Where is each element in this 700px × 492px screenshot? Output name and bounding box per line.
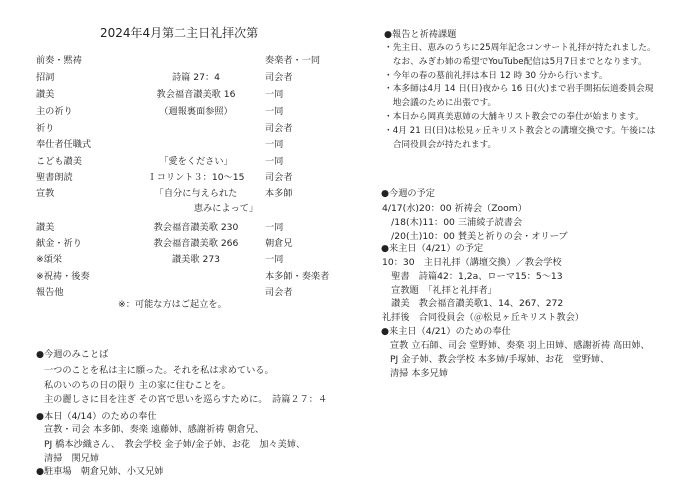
order-item: 招詞	[36, 72, 55, 83]
next-service-line: 清掃 本多兄姉	[390, 367, 449, 379]
report-line: 地会議のために出張です。	[384, 98, 497, 109]
order-leader: 一同	[265, 254, 284, 265]
order-item: 主の祈り	[36, 106, 73, 117]
order-leader: 司会者	[265, 123, 293, 134]
order-row	[36, 120, 346, 134]
order-row	[36, 103, 346, 117]
next-service-line: PJ 金子姉、教会学校 本多姉/手塚姉、お花 堂野姉、	[390, 353, 610, 365]
next-line: 宣教題 「礼拝と礼拝者」	[382, 284, 497, 296]
report-line: ・本多師は4月 14 日(日)夜から 16 日(火)まで岩手開拓伝道委員会現	[384, 84, 654, 95]
weekly-word-heading: ●今週のみことば	[36, 349, 109, 360]
order-item: 宣教	[36, 188, 55, 199]
order-leader: 司会者	[265, 72, 293, 83]
next-line: 讃美 教会福音讃美歌1、14、267、272	[382, 298, 564, 310]
report-line: ・本日から岡真美恵姉の大舗キリスト教会での奉仕が始まります。	[384, 111, 644, 122]
order-row	[36, 268, 346, 282]
next-line: 聖書 詩篇42：1,2a、ローマ15：5～13	[382, 270, 563, 282]
order-leader: 本多師	[265, 188, 293, 199]
order-item: 讃美	[36, 89, 55, 100]
order-item: ※頌栄	[36, 254, 63, 265]
order-detail: Ｉコリント３：10～15	[147, 172, 245, 183]
order-detail: 教会福音讃美歌 16	[156, 89, 236, 100]
schedule-line: /18(木)11：00 三浦綾子読書会	[382, 216, 523, 228]
bulletin-title: 2024年4月第二主日礼拝次第	[100, 26, 259, 40]
word-line: 私のいのちの日の限り 主の家に住むことを。	[44, 379, 231, 391]
order-row	[36, 185, 346, 199]
order-row	[36, 153, 346, 167]
order-detail: 讃美歌 273	[171, 254, 221, 265]
order-leader: 一同	[265, 106, 284, 117]
schedule-line: 4/17(水)20：00 祈祷会（Zoom）	[382, 203, 527, 214]
order-detail: 教会福音讃美歌 266	[153, 238, 239, 249]
next-service-line: 宣教 立石師、司会 堂野姉、奏楽 羽上田姉、感謝祈祷 高田姉、	[390, 340, 650, 351]
service-line: 清掃 関兄姉	[44, 453, 100, 465]
order-item: 報告他	[36, 287, 64, 298]
order-item: 祈り	[36, 123, 55, 134]
weekly-word-text	[44, 362, 327, 406]
order-row	[36, 136, 346, 150]
order-item: 讃美	[36, 222, 55, 233]
order-row	[36, 52, 346, 66]
order-item: 聖書朗読	[36, 172, 73, 183]
reports-heading: ●報告と祈祷課題	[384, 29, 457, 40]
order-item: 前奏・黙祷	[36, 55, 82, 66]
order-detail: 教会福音讃美歌 230	[153, 222, 239, 233]
order-leader: 司会者	[265, 172, 293, 183]
order-row	[36, 235, 346, 249]
report-line: 合同役員会が持たれます。	[384, 139, 497, 150]
report-line: ・先主日、恵みのうちに25周年記念コンサート礼拝が持たれました。	[384, 43, 656, 53]
standing-note: ※：可能な方はご起立を。	[118, 299, 227, 310]
service-line: 宣教・司会 本多師、奏楽 遠藤姉、感謝祈祷 朝倉兄、	[44, 424, 265, 435]
schedule-heading: ●今週の予定	[381, 188, 435, 199]
order-leader: 一同	[265, 139, 284, 150]
reports-list	[384, 41, 656, 151]
order-leader: 一同	[265, 222, 284, 233]
order-leader: 朝倉兄	[265, 238, 293, 249]
order-item: ※祝祷・後奏	[36, 271, 90, 282]
order-row	[36, 69, 346, 83]
order-item: 献金・祈り	[36, 238, 82, 249]
word-line: 一つのことを私は主に願った。それを私は求めている。	[44, 365, 274, 376]
parking-duty: ●駐車場 朝倉兄姉、小又兄姉	[36, 466, 164, 477]
report-line: ・今年の春の墓前礼拝は本日 12 時 30 分から行います。	[384, 70, 608, 81]
next-line: 礼拝後 合同役員会（＠松見ヶ丘キリスト教会）	[382, 312, 584, 324]
order-detail: 「自分に与えられた	[154, 188, 238, 199]
order-item: 奉仕者任職式	[36, 139, 92, 150]
order-row	[36, 169, 346, 183]
report-line: ・4月 21 日(日)は松見ヶ丘キリスト教会との講壇交換です。午後には	[384, 125, 656, 136]
order-row	[36, 200, 346, 214]
schedule-list	[382, 200, 568, 241]
next-line: 10：30 主日礼拝（講壇交換）／教会学校	[382, 257, 562, 268]
today-service-heading: ●本日（4/14）のための奉仕	[36, 411, 157, 422]
schedule-line: /20(土)10：00 賛美と祈りの会・オリーブ	[382, 230, 568, 242]
order-leader: 一同	[265, 156, 284, 167]
word-line: 主の麗しさに目を注ぎ その宮で思いを巡らすために。 詩篇２７：４	[44, 394, 328, 406]
next-sunday-heading: ●来主日（4/21）の予定	[381, 243, 484, 254]
next-sunday-list	[382, 254, 584, 323]
order-leader: 一同	[265, 89, 284, 100]
order-leader: 奏楽者・一同	[265, 55, 321, 66]
order-detail: 恵みによって」	[193, 203, 259, 214]
service-line: PJ 橋本沙織さん、 教会学校 金子姉/金子姉、お花 加々美姉、	[44, 438, 306, 450]
next-service-heading: ●来主日（4/21）のための奉仕	[381, 326, 511, 337]
order-detail: （週報裏面参照）	[159, 106, 233, 117]
next-service-list	[390, 337, 650, 378]
order-leader: 司会者	[265, 287, 293, 298]
order-detail: 詩篇 27：4	[171, 72, 221, 83]
report-line: なお、みぎわ姉の希望でYouTube配信は5月7日までとなります。	[384, 56, 647, 67]
order-detail: 「愛をください」	[159, 156, 233, 167]
today-service-list	[44, 421, 305, 465]
order-row	[36, 86, 346, 100]
order-row	[36, 251, 346, 265]
order-leader: 本多師・奏楽者	[265, 271, 330, 282]
order-item: こども讃美	[36, 156, 82, 167]
order-row	[36, 219, 346, 233]
